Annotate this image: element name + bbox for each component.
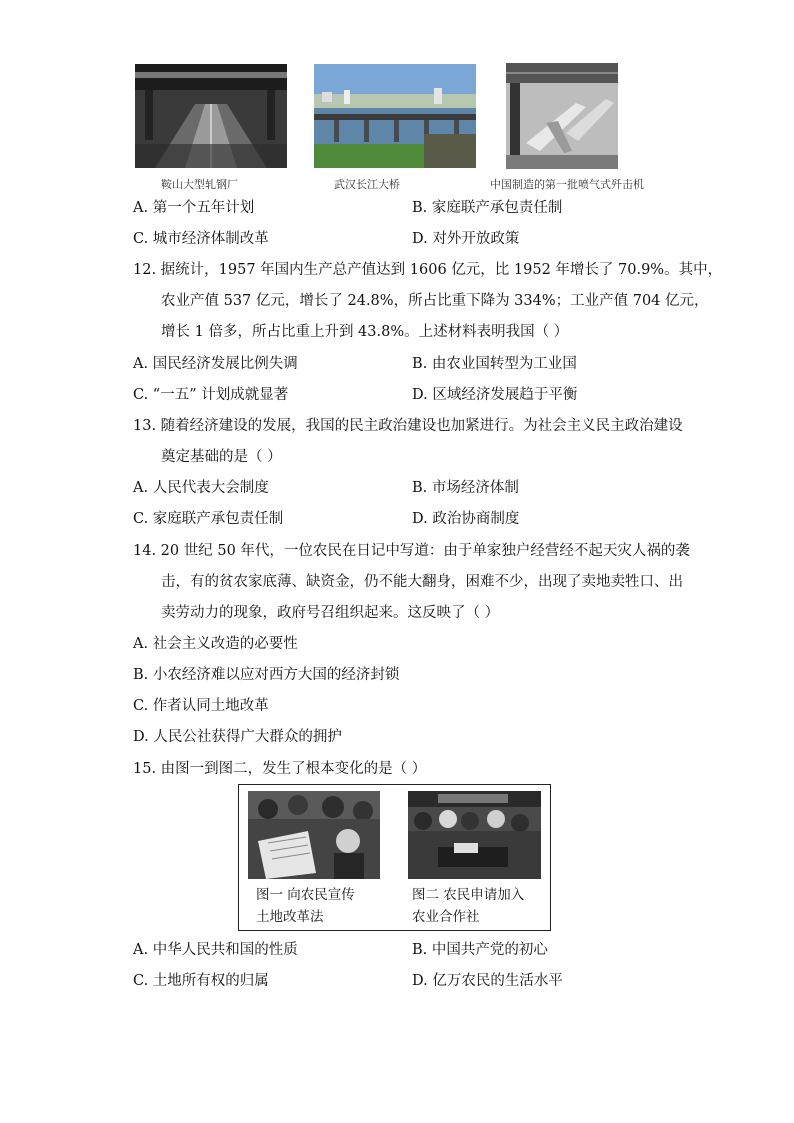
figure1-photo-peasants-reading bbox=[248, 791, 380, 879]
q13-stem-line-2: 奠定基础的是（ ） bbox=[161, 449, 282, 465]
q11-option-a[interactable]: A. 第一个五年计划 bbox=[133, 200, 255, 216]
figure1-caption-line-2: 土地改革法 bbox=[256, 909, 324, 925]
q13-stem-line-1: 13. 随着经济建设的发展，我国的民主政治建设也加紧进行。为社会主义民主政治建设 bbox=[133, 418, 683, 434]
q12-option-c[interactable]: C. “一五” 计划成就显著 bbox=[133, 387, 289, 403]
q13-option-a[interactable]: A. 人民代表大会制度 bbox=[133, 480, 269, 496]
q14-stem-line-2: 击，有的贫农家底薄、缺资金，仍不能大翻身，困难不少，出现了卖地卖牲口、出 bbox=[161, 574, 683, 590]
q14-option-a[interactable]: A. 社会主义改造的必要性 bbox=[133, 636, 298, 652]
q13-option-c[interactable]: C. 家庭联产承包责任制 bbox=[133, 511, 284, 527]
caption-jet-fighters: 中国制造的第一批喷气式歼击机 bbox=[490, 178, 644, 191]
q15-stem: 15. 由图一到图二，发生了根本变化的是（ ） bbox=[133, 761, 427, 777]
q12-option-b[interactable]: B. 由农业国转型为工业国 bbox=[412, 356, 577, 372]
figure2-photo-cooperative-application bbox=[408, 791, 541, 879]
q12-stem-line-2: 农业产值 537 亿元，增长了 24.8%，所占比重下降为 334%；工业产值 704 亿元， bbox=[161, 293, 709, 309]
q13-option-b[interactable]: B. 市场经济体制 bbox=[412, 480, 519, 496]
photo-jet-fighters bbox=[506, 63, 618, 169]
q12-option-a[interactable]: A. 国民经济发展比例失调 bbox=[133, 356, 298, 372]
q15-option-c[interactable]: C. 土地所有权的归属 bbox=[133, 973, 269, 989]
q14-stem-line-1: 14. 20 世纪 50 年代，一位农民在日记中写道：由于单家独户经营经不起天灾人祸的袭 bbox=[133, 543, 690, 559]
figure2-caption-line-1: 图二 农民申请加入 bbox=[412, 887, 525, 903]
q14-stem-line-3: 卖劳动力的现象，政府号召组织起来。这反映了（ ） bbox=[161, 605, 500, 621]
q11-option-c[interactable]: C. 城市经济体制改革 bbox=[133, 231, 269, 247]
q11-option-b[interactable]: B. 家庭联产承包责任制 bbox=[412, 200, 563, 216]
figure2-caption-line-2: 农业合作社 bbox=[412, 909, 480, 925]
q14-option-d[interactable]: D. 人民公社获得广大群众的拥护 bbox=[133, 729, 342, 745]
photo-wuhan-bridge bbox=[314, 64, 476, 168]
q15-option-b[interactable]: B. 中国共产党的初心 bbox=[412, 942, 548, 958]
q13-option-d[interactable]: D. 政治协商制度 bbox=[412, 511, 520, 527]
q15-option-d[interactable]: D. 亿万农民的生活水平 bbox=[412, 973, 563, 989]
q15-figure-frame bbox=[238, 784, 551, 931]
caption-anshan: 鞍山大型轧钢厂 bbox=[161, 178, 238, 191]
q12-option-d[interactable]: D. 区域经济发展趋于平衡 bbox=[412, 387, 578, 403]
q11-option-d[interactable]: D. 对外开放政策 bbox=[412, 231, 520, 247]
caption-wuhan-bridge: 武汉长江大桥 bbox=[334, 178, 400, 191]
q15-option-a[interactable]: A. 中华人民共和国的性质 bbox=[133, 942, 298, 958]
photo-anshan-steel-mill bbox=[135, 64, 287, 168]
q14-option-b[interactable]: B. 小农经济难以应对西方大国的经济封锁 bbox=[133, 667, 400, 683]
q12-stem-line-3: 增长 1 倍多，所占比重上升到 43.8%。上述材料表明我国（ ） bbox=[161, 324, 569, 340]
figure1-caption-line-1: 图一 向农民宣传 bbox=[256, 887, 355, 903]
q14-option-c[interactable]: C. 作者认同土地改革 bbox=[133, 698, 269, 714]
q12-stem-line-1: 12. 据统计，1957 年国内生产总产值达到 1606 亿元，比 1952 年增长了 70.9%。其中， bbox=[133, 262, 723, 278]
